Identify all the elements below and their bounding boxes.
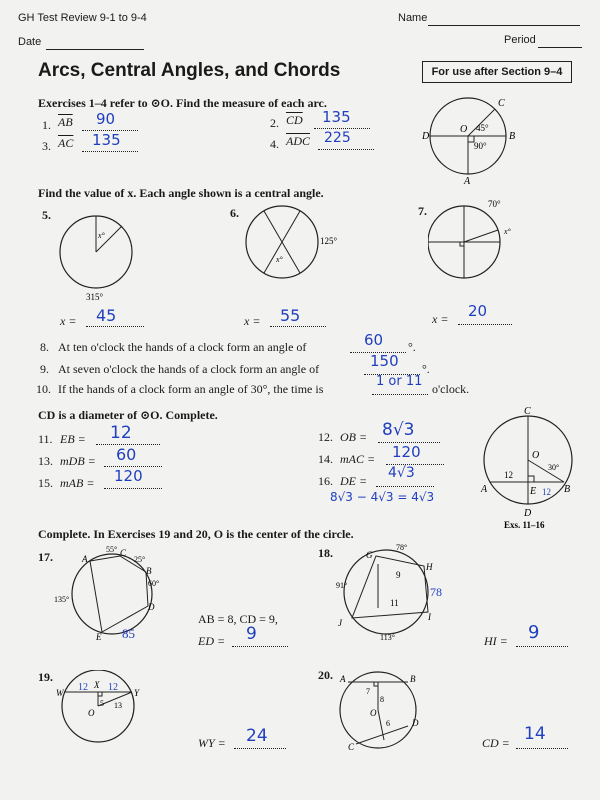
ex16-answer: 4√3 [388, 465, 415, 481]
label-60: 60° [148, 579, 160, 588]
label-78: 78° [396, 543, 408, 552]
label-b: B [564, 484, 571, 495]
label-12a: 12 [504, 470, 513, 480]
label-45: 45° [476, 123, 489, 133]
label-12b: 12 [542, 487, 551, 497]
ex6-x-eq: x = [244, 314, 261, 328]
ex16-num: 16. [318, 474, 333, 488]
ex17-answer-arc: 85 [122, 626, 135, 640]
label-g: G [366, 550, 373, 560]
label-c: C [120, 548, 127, 558]
ex20-diagram [334, 668, 430, 752]
ex2-answer: 135 [322, 108, 351, 126]
ex5-num: 5. [42, 208, 51, 222]
ex19-num: 19. [38, 670, 53, 684]
label-h: H [426, 562, 433, 572]
label-113: 113° [380, 633, 395, 642]
label-25: 25° [134, 555, 146, 564]
label-90: 90° [474, 141, 487, 151]
label-9: 9 [396, 570, 401, 580]
ex18-num: 18. [318, 546, 333, 560]
label-30: 30° [548, 463, 560, 472]
label-d: D [422, 131, 430, 142]
ex15-answer: 120 [114, 467, 143, 485]
ex19-mark-2: 12 [108, 682, 118, 693]
hi-label: HI = [484, 634, 508, 648]
label-c: C [524, 406, 531, 417]
label-8: 8 [380, 695, 384, 704]
ex15-label: mAB = [60, 476, 95, 490]
label-5: 5 [100, 699, 104, 708]
ex12-answer: 8√3 [382, 420, 415, 440]
label-c: C [348, 742, 355, 752]
wy-label: WY = [198, 736, 226, 750]
ex18-diagram [334, 540, 454, 644]
label-d: D [148, 602, 155, 612]
ex5-answer: 45 [96, 306, 117, 325]
ex9-answer: 150 [370, 352, 399, 370]
ex17-20-instruction: Complete. In Exercises 19 and 20, O is the center of the circle. [38, 527, 354, 541]
ex20-num: 20. [318, 668, 333, 682]
ex11-16-diagram [476, 404, 586, 534]
ex12-num: 12. [318, 430, 333, 444]
ex7-num: 7. [418, 204, 427, 218]
ex7-x-eq: x = [432, 312, 449, 326]
ex10-answer: 1 or 11 [376, 374, 423, 389]
ex17-given: AB = 8, CD = 9, [198, 612, 278, 626]
ex14-label: mAC = [340, 452, 376, 466]
label-55: 55° [106, 545, 118, 554]
label-7: 7 [366, 687, 370, 696]
ex18-answer-arc: 78 [430, 585, 442, 599]
label-w: W [56, 688, 64, 698]
label-d: D [524, 508, 532, 519]
label-a: A [82, 554, 88, 564]
ex7-diagram [428, 198, 520, 286]
ex3-num: 3. [42, 139, 51, 153]
ex14-answer: 120 [392, 443, 421, 461]
ex13-label: mDB = [60, 454, 96, 468]
ex16-work: 8√3 − 4√3 = 4√3 [330, 490, 435, 504]
diagram-caption: Exs. 11–16 [504, 520, 545, 530]
ex1-4-circle-diagram [418, 96, 528, 186]
ex9-text: At seven o'clock the hands of a clock form an angle of [58, 362, 320, 376]
ex1-answer: 90 [96, 110, 116, 128]
label-e: E [530, 486, 537, 497]
label-b: B [410, 674, 416, 684]
ex13-num: 13. [38, 454, 53, 468]
ex10-num: 10. [36, 382, 51, 396]
ex5-given: 315° [86, 292, 104, 302]
label-91: 91° [336, 581, 348, 590]
ex12-label: OB = [340, 430, 368, 444]
ex8-text: At ten o'clock the hands of a clock form an angle of [58, 340, 307, 354]
ex14-num: 14. [318, 452, 333, 466]
ex6-given: 125° [320, 236, 338, 246]
ex5-x-eq: x = [60, 314, 77, 328]
ex4-label: $\overline{ADC}$ [286, 134, 310, 148]
hi-blank[interactable] [516, 632, 568, 647]
cd-answer: 14 [524, 724, 546, 744]
ex19-diagram [52, 670, 152, 744]
ex1-4-instruction: Exercises 1–4 refer to ⊙O. Find the measure of each arc. [38, 96, 327, 110]
label-a: A [340, 674, 346, 684]
section-box: For use after Section 9–4 [422, 61, 572, 83]
label-i: I [428, 612, 431, 622]
ed-answer: 9 [246, 624, 257, 644]
ex5-7-instruction: Find the value of x. Each angle shown is a central angle. [38, 186, 324, 200]
wy-answer: 24 [246, 726, 268, 746]
label-e: E [96, 632, 102, 640]
label-x: X [94, 680, 100, 690]
label-b: B [509, 131, 516, 142]
ex7-x-label: x° [504, 227, 511, 236]
ex6-x-label: x° [276, 255, 283, 264]
ex6-num: 6. [230, 206, 239, 220]
label-6: 6 [386, 719, 390, 728]
label-j: J [338, 618, 342, 628]
label-d: D [412, 718, 419, 728]
name-field[interactable] [428, 11, 580, 26]
ex2-label: $\overline{CD}$ [286, 113, 303, 127]
label-c: C [498, 98, 505, 109]
label-o: O [460, 124, 468, 135]
ex3-answer: 135 [92, 131, 121, 149]
ex11-16-instruction: CD is a diameter of ⊙O. Complete. [38, 408, 218, 422]
ex8-num: 8. [40, 340, 49, 354]
ex2-num: 2. [270, 116, 279, 130]
label-o: O [88, 708, 95, 718]
ex6-diagram [240, 204, 350, 284]
ex10-suffix: o'clock. [432, 382, 470, 396]
date-label: Date [18, 36, 42, 48]
label-b: B [146, 566, 152, 576]
hi-answer: 9 [528, 622, 540, 643]
label-135: 135° [54, 595, 70, 604]
ex17-num: 17. [38, 550, 53, 564]
ex1-label: $\overline{AB}$ [58, 115, 73, 129]
label-a: A [464, 176, 471, 186]
ex10-text: If the hands of a clock form an angle of 30°, the time is [58, 382, 324, 396]
ex3-label: $\overline{AC}$ [58, 136, 74, 150]
ex5-x-label: x° [98, 231, 105, 240]
label-y: Y [134, 688, 140, 698]
label-a: A [481, 484, 488, 495]
ex5-diagram [52, 208, 148, 304]
label-13: 13 [114, 701, 122, 710]
ex11-label: EB = [60, 432, 86, 446]
ed-blank[interactable] [232, 632, 288, 647]
ex13-answer: 60 [116, 445, 137, 464]
ex9-num: 9. [40, 362, 49, 376]
ex1-num: 1. [42, 118, 51, 132]
ex7-answer: 20 [468, 302, 488, 320]
label-o: O [532, 450, 540, 461]
test-title: GH Test Review 9-1 to 9-4 [18, 12, 147, 24]
ed-label: ED = [198, 634, 226, 648]
ex9-suffix: °. [422, 362, 430, 376]
ex6-answer: 55 [280, 306, 301, 325]
ex11-num: 11. [38, 432, 53, 446]
ex8-answer: 60 [364, 331, 384, 349]
ex4-answer: 225 [324, 130, 351, 146]
ex8-suffix: °. [408, 340, 416, 354]
ex15-num: 15. [38, 476, 53, 490]
worksheet-title: Arcs, Central Angles, and Chords [38, 60, 341, 81]
period-label: Period [504, 34, 536, 46]
cd-label: CD = [482, 736, 510, 750]
ex16-label: DE = [340, 474, 368, 488]
period-field[interactable] [538, 33, 582, 48]
name-label: Name [398, 12, 428, 24]
label-11: 11 [390, 598, 399, 608]
date-field[interactable] [46, 35, 144, 50]
ex4-num: 4. [270, 137, 279, 151]
ex17-diagram [50, 544, 180, 640]
label-o: O [370, 708, 377, 718]
ex7-given: 70° [488, 199, 501, 209]
ex11-answer: 12 [110, 423, 132, 443]
ex19-mark-1: 12 [78, 682, 88, 693]
